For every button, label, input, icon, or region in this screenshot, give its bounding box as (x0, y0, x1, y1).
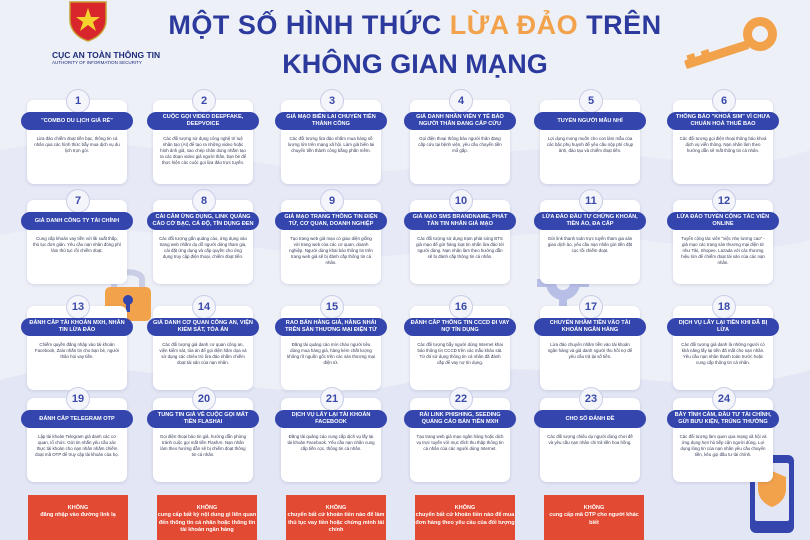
fraud-card (673, 301, 773, 390)
warning-keyword: KHÔNG (454, 505, 476, 511)
warning-keyword: KHÔNG (583, 505, 605, 511)
card-description: Các đối tượng lừa đảo nhắm mua hàng số lượng lớn trên mạng xã hội. Làm giả biên lai chuyển tiền thành công bằng phần mềm. (287, 136, 375, 153)
card-description: Các đối tượng sử dụng trạm phát sóng BTS giả mạo để gửi hàng loạt tin nhắn lừa đảo tới người dùng. Nạn nhân làm theo hướng dẫn sẽ bị đánh cắp thông tin cá nhân. (416, 236, 504, 259)
fraud-card (673, 95, 773, 184)
card-title: GIẢ MẠO SMS BRANDNAME, PHÁT TÁN TIN NHẮN GIẢ MẠO (404, 212, 516, 230)
card-number: 14 (192, 295, 216, 319)
org-subtitle: AUTHORITY OF INFORMATION SECURITY (52, 60, 142, 65)
warning-text: chuyển bất cứ khoản tiền nào để mua đơn hàng theo yêu cầu của đối tượng (415, 512, 515, 526)
card-title: ĐÁNH CẮP THÔNG TIN CCCD ĐI VAY NỢ TÍN DỤNG (404, 318, 516, 336)
card-title: THÔNG BÁO "KHOÁ SIM" VÌ CHƯA CHUẨN HOÁ THUÊ BAO (667, 112, 779, 130)
card-number: 8 (192, 189, 216, 213)
card-title: DỊCH VỤ LẤY LẠI TIỀN KHI ĐÃ BỊ LỪA (667, 318, 779, 336)
card-description: Lừa đảo chuyển nhầm tiền vào tài khoản ngân hàng và giả danh người thu hồi nợ để yêu cầu trả lại số tiền. (547, 342, 633, 359)
card-title: "COMBO DU LỊCH GIÁ RẺ" (21, 112, 133, 130)
card-number: 3 (320, 89, 344, 113)
card-description: Gọi điện thoại báo tin giả, hướng dẫn phòng tránh cuộc gọi mất tiền FlashAI. Nạn nhân làm theo hướng dẫn sẽ bị chiếm đoạt thông tin cá nhân. (159, 434, 247, 457)
fraud-card (540, 195, 640, 284)
warning-note (157, 495, 257, 540)
card-number: 19 (66, 387, 90, 411)
fraud-card (410, 393, 510, 482)
card-title: ĐÁNH CẮP TELEGRAM OTP (21, 410, 133, 428)
card-title: ĐÁNH CẮP TÀI KHOẢN MXH, NHẮN TIN LỪA ĐẢO (21, 318, 133, 336)
warning-note (28, 495, 128, 540)
card-number: 13 (66, 295, 90, 319)
card-title: GIẢ MẠO BIÊN LAI CHUYỂN TIỀN THÀNH CÔNG (275, 112, 387, 130)
card-description: Các đối tượng giả danh cơ quan công an, viện kiểm sát, tòa án để gọi điện hăm dọa và sử dụng các chiêu trò lừa đảo nhằm chiếm đoạt tài sản của nạn nhân. (159, 342, 247, 365)
title-line1-suffix: TRÊN (578, 10, 662, 40)
card-description: Lừa đảo chiếm đoạt tiền bạc, thông tin cá nhân qua các hình thức bẫy mua dịch vụ du lịch trọn gói. (34, 136, 120, 153)
card-title: RẢI LINK PHISHING, SEEDING QUẢNG CÁO BÁN TIỀN MXH (404, 410, 516, 428)
card-title: LỪA ĐẢO TUYỂN CỘNG TÁC VIÊN ONLINE (667, 212, 779, 230)
fraud-card (410, 95, 510, 184)
fraud-card (152, 195, 254, 284)
warning-note (544, 495, 644, 540)
card-title: TUNG TIN GIẢ VỀ CUỘC GỌI MẤT TIỀN FLASHAI (147, 410, 259, 428)
card-number: 11 (579, 189, 603, 213)
fraud-card (410, 301, 510, 390)
fraud-card (540, 393, 640, 482)
card-description: Lợi dụng mong muốn cho con làm mẫu của các bậc phụ huynh để yêu cầu nộp phí chụp ảnh, đào tạo và chiếm đoạt tiền. (546, 136, 634, 153)
card-number: 22 (449, 387, 473, 411)
card-description: Tạo trang web giả mạo có giao diện giống với trang web của các cơ quan, doanh nghiệp. Người dùng khai báo thông tin trên trang web giả sẽ bị đánh cắp thông tin cá nhân. (289, 236, 373, 265)
fraud-card (27, 393, 127, 482)
card-number: 7 (66, 189, 90, 213)
card-description: Gửi link thanh toán trực tuyến tham gia sàn giao dịch ảo, yêu cầu nạn nhân gửi tiền đặt cọc rồi chiếm đoạt. (547, 236, 633, 253)
org-name: CỤC AN TOÀN THÔNG TIN (52, 50, 161, 60)
title-highlight: LỪA ĐẢO (449, 10, 579, 40)
card-number: 1 (66, 89, 90, 113)
card-description: Các đối tượng chiêu dụ người dùng chơi đề và yêu cầu nạn nhân chi trả tiền hoa hồng. (547, 434, 633, 445)
card-title: GIẢ DANH CÔNG TY TÀI CHÍNH (21, 212, 133, 230)
card-title: TUYỂN NGƯỜI MẪU NHÍ (534, 112, 646, 130)
card-number: 10 (449, 189, 473, 213)
fraud-card (153, 95, 253, 184)
fraud-card (410, 195, 510, 284)
card-description: Tuyển cộng tác viên "việc nhẹ lương cao" - giả mạo các trang sàn thương mại điện tử như Tiki, Shopee, Lazada với các thương hiệu lớn để chiếm đoạt tài sản của các nạn nhân. (681, 236, 765, 265)
warning-text: cung cấp mã OTP cho người khác biết (549, 512, 639, 526)
card-title: GIẢ MẠO TRANG THÔNG TIN ĐIỆN TỬ, CƠ QUAN, DOANH NGHIỆP (275, 212, 387, 230)
card-description: Các đối tượng gọi điện thoại thông báo khoá dịch vụ viễn thông. Nạn nhân làm theo hướng dẫn sẽ mất thông tin cá nhân. (679, 136, 767, 153)
fraud-card (673, 195, 773, 284)
card-title: CÀI CẮM ỨNG DỤNG, LINK QUẢNG CÁO CỜ BẠC, CÁ ĐỘ, TÍN DỤNG ĐEN (147, 212, 259, 230)
card-number: 12 (712, 189, 736, 213)
warning-keyword: KHÔNG (67, 505, 89, 511)
card-number: 18 (712, 295, 736, 319)
card-number: 17 (579, 295, 603, 319)
card-description: Các đối tượng bẫy người dùng Internet khai báo thông tin CCCD trên các mẫu khảo sát. Từ đó sử dụng thông tin cá nhân đã đánh cắp để vay nợ tín dụng. (417, 342, 503, 365)
card-number: 6 (712, 89, 736, 113)
card-number: 24 (712, 387, 736, 411)
card-title: GIẢ DANH CƠ QUAN CÔNG AN, VIỆN KIỂM SÁT, TÒA ÁN (147, 318, 259, 336)
card-number: 4 (449, 89, 473, 113)
card-title: GIẢ DANH NHÂN VIÊN Y TẾ BÁO NGƯỜI THÂN ĐANG CẤP CỨU (404, 112, 516, 130)
card-description: Gọi điện thoại thông báo người thân đang cấp cứu tại bệnh viện, yêu cầu chuyển tiền mổ gấp. (418, 136, 502, 153)
card-number: 16 (449, 295, 473, 319)
fraud-card (673, 393, 773, 482)
card-description: Lập tài khoản Telegram giả danh các cơ quan, tổ chức. Gửi tin nhắn yêu cầu xác thực tài khoản cho nạn nhân nhằm chiếm đoạt mã OTP để truy cập tài khoản của họ. (35, 434, 119, 457)
fraud-card (281, 301, 381, 390)
warning-keyword: KHÔNG (196, 505, 218, 511)
title-line2: KHÔNG GIAN MẠNG (282, 49, 548, 79)
card-number: 9 (320, 189, 344, 213)
card-number: 5 (579, 89, 603, 113)
card-number: 21 (320, 387, 344, 411)
warning-text: chuyển bất cứ khoản tiền nào để làm thủ tục vay tiền hoặc chứng minh tài chính (287, 512, 385, 534)
card-title: CHO SỐ ĐÁNH ĐỀ (534, 410, 646, 428)
card-description: Đăng tải quảng cáo mời chào người tiêu dùng mua hàng giá, hàng kém chất lượng không rõ nguồn gốc trên các sàn thương mại điện tử. (287, 342, 375, 365)
title-line1-prefix: MỘT SỐ HÌNH THỨC (168, 10, 450, 40)
card-number: 20 (192, 387, 216, 411)
fraud-card (27, 95, 127, 184)
card-description: Các đối tượng gắn quảng cáo, ứng dụng vào trang web nhằm dụ dỗ người dùng tham gia, cài đặt ứng dụng và cấp quyền cho ứng dụng truy cập điện thoại, chiếm đoạt tiền. (159, 236, 247, 259)
fraud-card (540, 95, 640, 184)
page-title (160, 10, 670, 80)
card-title: DỊCH VỤ LẤY LẠI TÀI KHOẢN FACEBOOK (275, 410, 387, 428)
warning-text: đăng nhập vào đường link lạ (40, 512, 116, 519)
logo (52, 0, 161, 65)
card-description: Các đối tượng giả danh là những người có khả năng lấy lại tiền đã mất cho nạn nhân. Yêu cầu nạn nhân thanh toán trước hoặc cung cấp thông tin cá nhân. (681, 342, 765, 365)
card-title: RAO BÁN HÀNG GIẢ, HÀNG NHÁI TRÊN SÀN THƯƠNG MẠI ĐIỆN TỬ (275, 318, 387, 336)
fraud-card (281, 195, 381, 284)
warning-keyword: KHÔNG (325, 505, 347, 511)
fraud-card (153, 393, 253, 482)
fraud-card (27, 195, 127, 284)
card-description: Đăng tải quảng cáo cung cấp dịch vụ lấy lại tài khoản Facebook. Yêu cầu nạn nhân cung cấp tiền cọc, thông tin cá nhân. (287, 434, 375, 451)
card-description: Tạo trang web giả mạo ngân hàng hoặc dịch vụ trực tuyến với mục đích thu thập thông tin cá nhân của các người dùng Internet. (416, 434, 504, 451)
card-description: Các đối tượng làm quen qua mạng xã hội và ứng dụng hẹn hò tiếp cận người dùng. Lợi dụng lòng tin của nạn nhân yêu cầu chuyển tiền, kêu gọi đầu tư tài chính. (679, 434, 767, 457)
card-title: CHUYỂN NHẦM TIỀN VÀO TÀI KHOẢN NGÂN HÀNG (534, 318, 646, 336)
fraud-card (27, 301, 127, 390)
warning-note (286, 495, 386, 540)
fraud-card (281, 95, 381, 184)
card-title: LỪA ĐẢO ĐẦU TƯ CHỨNG KHOÁN, TIỀN ẢO, ĐA CẤP (534, 212, 646, 230)
card-number: 23 (579, 387, 603, 411)
card-description: Các đối tượng sử dụng công nghệ trí tuệ nhân tạo (AI) để tạo ra những video hoặc hình ảnh giả, sao chép chân dung nhằm tạo ra các đoạn video giả người thân, bạn bè để thực hiện các cuộc gọi lừa đảo trực tuyến. (159, 136, 247, 165)
warning-note (415, 495, 515, 540)
card-title: BẪY TÌNH CẢM, ĐẦU TƯ TÀI CHÍNH, GỬI BƯU KIỆN, TRÚNG THƯỞNG (667, 410, 779, 428)
fraud-card (281, 393, 381, 482)
key-icon (672, 12, 782, 72)
fraud-card (540, 301, 640, 390)
card-description: Cung cấp khoản vay tiền với lãi suất thấp, thủ tục đơn giản. Yêu cầu nạn nhân đóng phí làm thủ tục rồi chiếm đoạt. (33, 236, 121, 253)
card-title: CUỘC GỌI VIDEO DEEPFAKE, DEEPVOICE (147, 112, 259, 130)
card-number: 15 (320, 295, 344, 319)
fraud-card (153, 301, 253, 390)
card-number: 2 (192, 89, 216, 113)
card-description: Chiếm quyền đăng nhập vào tài khoản Facebook, Zalo nhắn tin cho bạn bè, người thân hỏi vay tiền. (34, 342, 120, 359)
warning-text: cung cấp bất kỳ nội dung gì liên quan đến thông tin cá nhân hoặc thông tin tài khoản ngân hàng (157, 512, 257, 534)
shield-star-icon (66, 0, 110, 42)
